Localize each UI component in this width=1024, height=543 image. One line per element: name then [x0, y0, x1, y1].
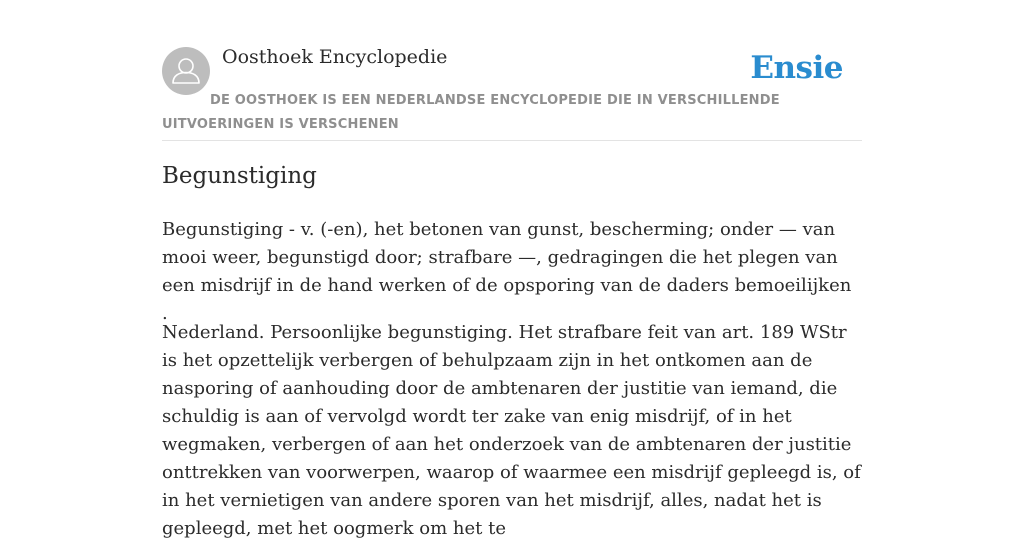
content-container [162, 0, 862, 539]
site-name[interactable]: Oosthoek Encyclopedie [222, 46, 448, 68]
site-header [162, 0, 862, 141]
article-paragraph: Nederland. Persoonlijke begunstiging. Het strafbare feit van art. 189 WStr is het opzettelijk verbergen of behulpzaam zijn in het ontkomen aan de nasporing of aanhouding door de ambtenaren der justitie van iemand, die schuldig is aan of vervolgd wordt ter zake van enig misdrijf, of in het wegmaken, verbergen of aan het onderzoek van de ambtenaren der justitie onttrekken van voorwerpen, waarop of waarmee een misdrijf gepleegd is, of in het vernietigen van andere sporen van het misdrijf, alles, nadat het is gepleegd, met het oogmerk om het te [162, 322, 861, 539]
article-title: Begunstiging [162, 163, 317, 189]
site-avatar[interactable] [162, 47, 210, 95]
brand-logo[interactable]: Ensie [750, 50, 843, 86]
article-paragraph: Begunstiging - v. (-en), het betonen van gunst, bescherming; onder — van mooi weer, begunstigd door; strafbare —, gedragingen die het plegen van een misdrijf in de hand werken of de opsporing van de daders bemoeilijken . [162, 219, 852, 324]
site-tagline: DE OOSTHOEK IS EEN NEDERLANDSE ENCYCLOPEDIE DIE IN VERSCHILLENDE UITVOERINGEN IS VERSCHENEN [162, 93, 780, 132]
user-icon [162, 47, 210, 95]
